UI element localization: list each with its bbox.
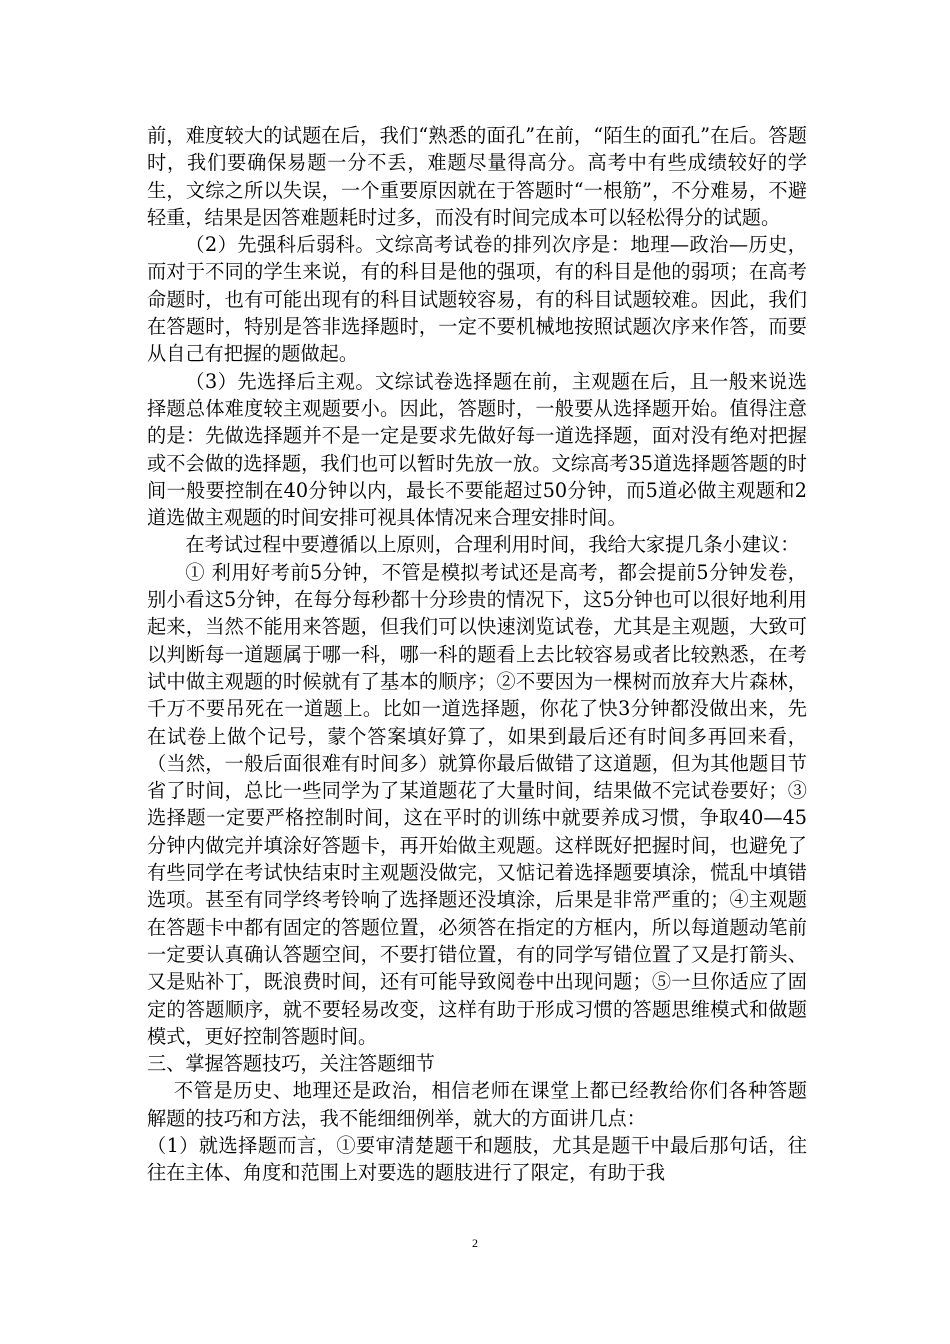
paragraph-suggestions-list: ① 利用好考前5分钟，不管是模拟考试还是高考，都会提前5分钟发卷，别小看这5分钟，在每分每秒都十分珍贵的情况下，这5分钟也可以很好地利用起来，当然不能用来答题，但我们可以快速浏览试卷，尤其是主观题，大致可以判断每一道题属于哪一科，哪一科的题看上去比较容易或者比较熟悉，在考试中做主观题的时候就有了基本的顺序；②不要因为一棵树而放弃大片森林，千万不要吊死在一道题上。比如一道选择题，你花了快3分钟都没做出来，先在试卷上做个记号，蒙个答案填好算了，如果到最后还有时间多再回来看，（当然，一般后面很难有时间多）就算你最后做错了这道题，但为其他题目节省了时间，总比一些同学为了某道题花了大量时间，结果做不完试卷要好；③选择题一定要严格控制时间，这在平时的训练中就要养成习惯，争取40—45分钟内做完并填涂好答题卡，再开始做主观题。这样既好把握时间，也避免了有些同学在考试快结束时主观题没做完，又惦记着选择题要填涂，慌乱中填错选项。甚至有同学终考铃响了选择题还没填涂，后果是非常严重的；④主观题在答题卡中都有固定的答题位置，必须答在指定的方框内，所以每道题动笔前一定要认真确认答题空间，不要打错位置，有的同学写错位置了又是打箭头、又是贴补丁，既浪费时间，还有可能导致阅卷中出现问题；⑤一旦你适应了固定的答题顺序，就不要轻易改变，这样有助于形成习惯的答题思维模式和做题模式，更好控制答题时间。: [147, 560, 807, 1048]
paragraph-principle-2: （2）先强科后弱科。文综高考试卷的排列次序是：地理—政治—历史，而对于不同的学生来说，有的科目是他的强项，有的科目是他的弱项；在高考命题时，也有可能出现有的科目试题较容易，有的科目试题较难。因此，我们在答题时，特别是答非选择题时，一定不要机械地按照试题次序来作答，而要从自己有把握的题做起。: [147, 233, 807, 366]
paragraph-choice-questions: （1）就选择题而言，①要审清楚题干和题肢，尤其是题干中最后那句话，往往在主体、角度和范围上对要选的题肢进行了限定，有助于我: [147, 1133, 807, 1185]
paragraph-principle-3: （3）先选择后主观。文综试卷选择题在前，主观题在后，且一般来说选择题总体难度较主观题要小。因此，答题时，一般要从选择题开始。值得注意的是：先做选择题并不是一定是要求先做好每一道选择题，面对没有绝对把握或不会做的选择题，我们也可以暂时先放一放。文综高考35道选择题答题的时间一般要控制在40分钟以内，最长不要能超过50分钟，而5道必做主观题和2道选做主观题的时间安排可视具体情况来合理安排时间。: [147, 369, 807, 530]
paragraph-suggestions-intro: 在考试过程中要遵循以上原则，合理利用时间，我给大家提几条小建议：: [185, 533, 800, 557]
document-body: [147, 122, 807, 1187]
paragraph-principle-1-continued: 前，难度较大的试题在后，我们“熟悉的面孔”在前，“陌生的面孔”在后。答题时，我们要确保易题一分不丢，难题尽量得高分。高考中有些成绩较好的学生，文综之所以失误，一个重要原因就在于答题时“一根筋”，不分难易，不避轻重，结果是因答难题耗时过多，而没有时间完成本可以轻松得分的试题。: [147, 124, 807, 229]
section-heading-3: 三、掌握答题技巧，关注答题细节: [147, 1052, 435, 1076]
page-number: 2: [472, 1236, 478, 1250]
paragraph-techniques-intro: 不管是历史、地理还是政治，相信老师在课堂上都已经教给你们各种答题解题的技巧和方法，我不能细细例举，就大的方面讲几点：: [147, 1079, 807, 1130]
